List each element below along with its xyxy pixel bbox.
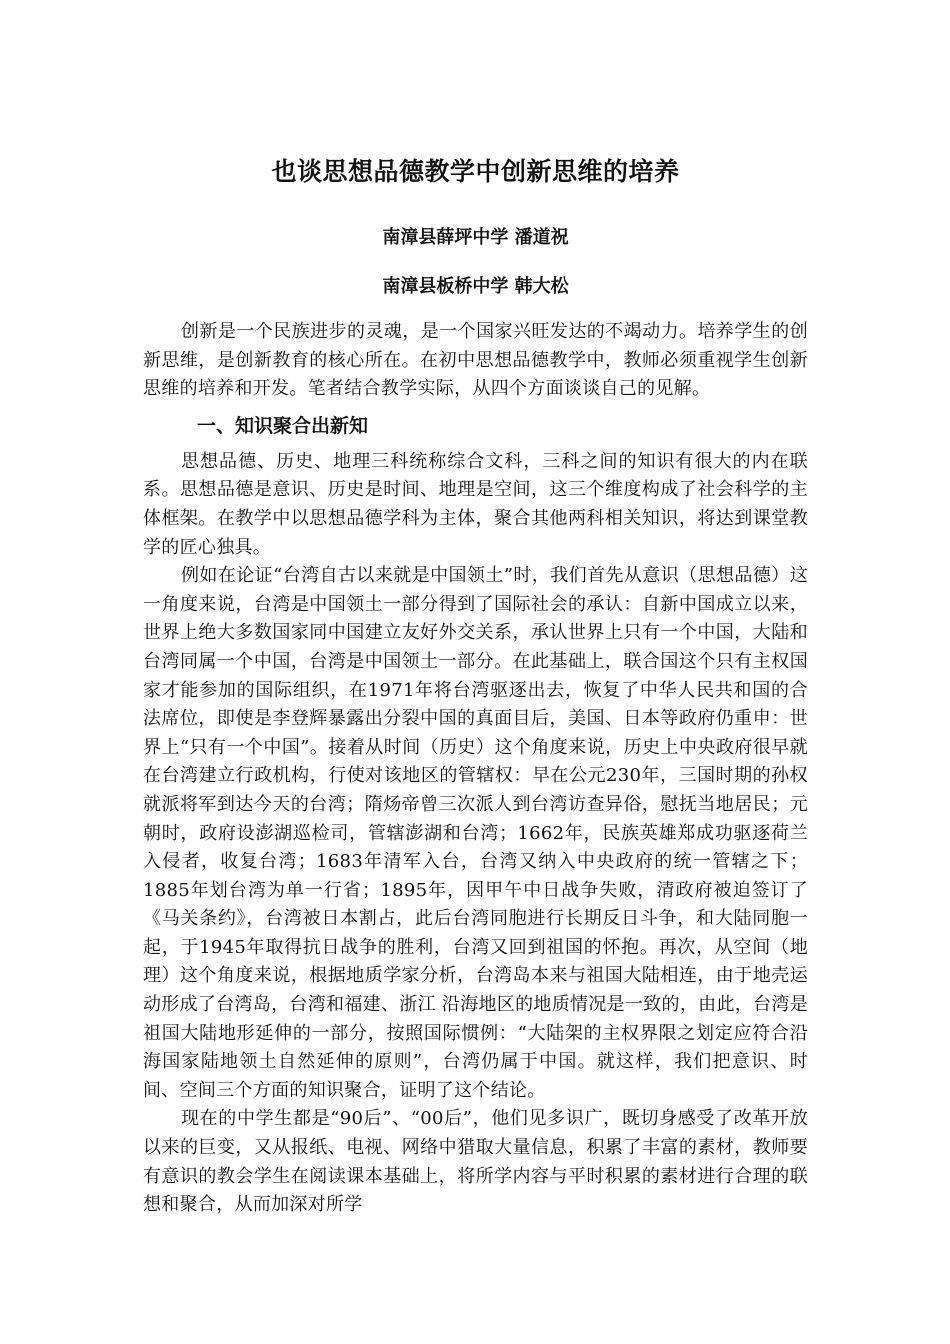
document-title: 也谈思想品德教学中创新思维的培养 <box>271 157 680 186</box>
body-paragraph: 现在的中学生都是“90后”、“00后”，他们见多识广，既切身感受了改革开放以来的巨变，又从报纸、电视、网络中猎取大量信息，积累了丰富的素材，教师要有意识的教会学生在阅读课本基础上，将所学内容与平时积累的素材进行合理的联想和聚合，从而加深对所学 <box>143 1108 808 1216</box>
body-paragraph: 思想品德、历史、地理三科统称综合文科，三科之间的知识有很大的内在联系。思想品德是意识、历史是时间、地理是空间，这三个维度构成了社会科学的主体框架。在教学中以思想品德学科为主体，聚合其他两科相关知识，将达到课堂教学的匠心独具。 <box>143 450 808 558</box>
author-line-2: 南漳县板桥中学 韩大松 <box>382 276 569 297</box>
document-body <box>143 318 808 1220</box>
intro-paragraph: 创新是一个民族进步的灵魂，是一个国家兴旺发达的不竭动力。培养学生的创新思维，是创新教育的核心所在。在初中思想品德教学中，教师必须重视学生创新思维的培养和开发。笔者结合教学实际，从四个方面谈谈自己的见解。 <box>143 321 808 400</box>
section-heading: 一、知识聚合出新知 <box>197 414 369 437</box>
author-line-1: 南漳县薛坪中学 潘道祝 <box>382 227 569 248</box>
body-paragraph: 例如在论证“台湾自古以来就是中国领土”时，我们首先从意识（思想品德）这一角度来说，台湾是中国领土一部分得到了国际社会的承认：自新中国成立以来，世界上绝大多数国家同中国建立友好外交关系，承认世界上只有一个中国，大陆和台湾同属一个中国，台湾是中国领土一部分。在此基础上，联合国这个只有主权国家才能参加的国际组织，在1971年将台湾驱逐出去，恢复了中华人民共和国的合法席位，即使是李登辉暴露出分裂中国的真面目后，美国、日本等政府仍重申：世界上“只有一个中国”。接着从时间（历史）这个角度来说，历史上中央政府很早就在台湾建立行政机构，行使对该地区的管辖权：早在公元230年，三国时期的孙权就派将军到达今天的台湾；隋炀帝曾三次派人到台湾访查异俗，慰抚当地居民；元朝时，政府设澎湖巡检司，管辖澎湖和台湾；1662年，民族英雄郑成功驱逐荷兰入侵者，收复台湾；1683年清军入台，台湾又纳入中央政府的统一管辖之下；1885年划台湾为单一行省；1895年，因甲午中日战争失败，清政府被迫签订了《马关条约》，台湾被日本割占，此后台湾同胞进行长期反日斗争，和大陆同胞一起，于1945年取得抗日战争的胜利，台湾又回到祖国的怀抱。再次，从空间（地理）这个角度来说，根据地质学家分析，台湾岛本来与祖国大陆相连，由于地壳运动形成了台湾岛，台湾和福建、浙江 沿海地区的地质情况是一致的，由此，台湾是祖国大陆地形延伸的一部分，按照国际惯例：“大陆架的主权界限之划定应符合沿海国家陆地领土自然延伸的原则”，台湾仍属于中国。就这样，我们把意识、时间、空间三个方面的知识聚合，证明了这个结论。 <box>143 565 808 1101</box>
